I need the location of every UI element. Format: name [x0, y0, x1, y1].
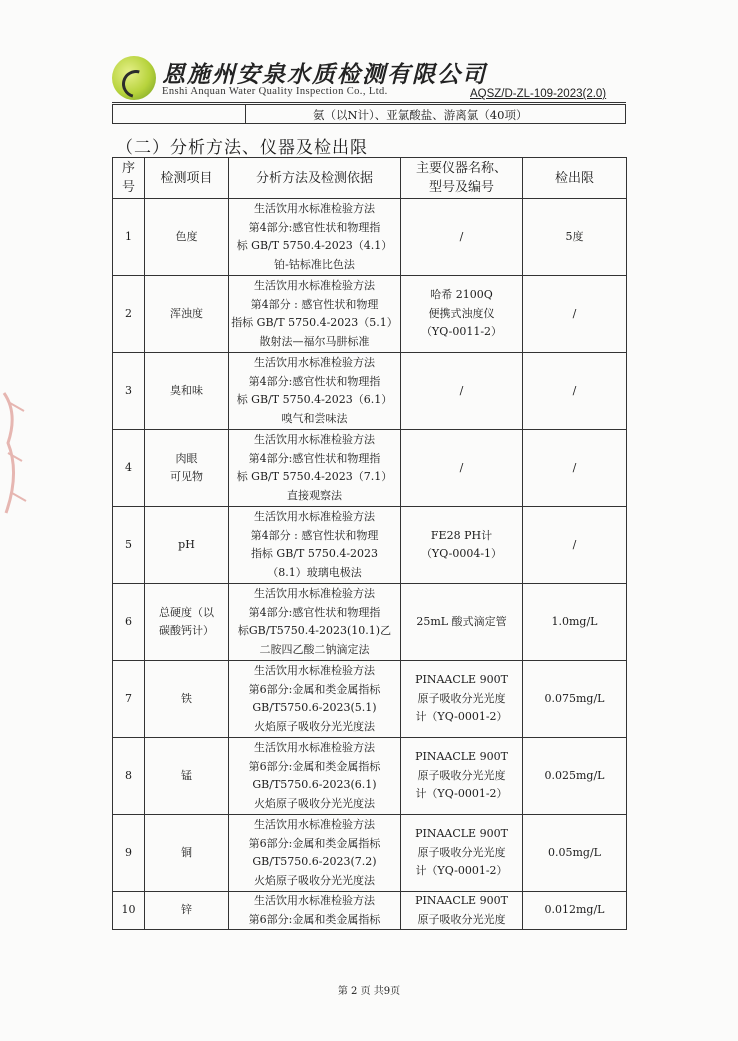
- company-name-cn: 恩施州安泉水质检测有限公司: [162, 61, 487, 88]
- row-limit: 5度: [523, 199, 627, 276]
- row-instrument: 哈希 2100Q 便携式浊度仪 （YQ-0011-2）: [401, 276, 523, 353]
- table-row: [113, 199, 627, 276]
- header-item: 检测项目: [145, 158, 229, 199]
- row-number: 3: [113, 353, 145, 430]
- table-row: [113, 584, 627, 661]
- row-method: 生活饮用水标准检验方法 第6部分:金属和类金属指标: [229, 892, 401, 930]
- row-method: 生活饮用水标准检验方法 第4部分:感官性状和物理指 标GB/T5750.4-2023(10.1)乙 二胺四乙酸二钠滴定法: [229, 584, 401, 661]
- row-instrument: PINAACLE 900T 原子吸收分光光度 计（YQ-0001-2）: [401, 815, 523, 892]
- continued-table-row: [112, 104, 626, 124]
- table-row: [113, 276, 627, 353]
- page-footer: 第 2 页 共9页: [337, 986, 401, 997]
- table-row: [113, 353, 627, 430]
- row-limit: 0.025mg/L: [523, 738, 627, 815]
- table-row: [113, 430, 627, 507]
- row-limit: 0.05mg/L: [523, 815, 627, 892]
- company-name-en: Enshi Anquan Water Quality Inspection Co., Ltd.: [162, 86, 388, 97]
- row-number: 1: [113, 199, 145, 276]
- table-row: [113, 815, 627, 892]
- header-method: 分析方法及检测依据: [229, 158, 401, 199]
- row-item: 浑浊度: [145, 276, 229, 353]
- row-item: 锌: [145, 892, 229, 930]
- row-item: 总硬度（以 碳酸钙计）: [145, 584, 229, 661]
- row-item: 肉眼 可见物: [145, 430, 229, 507]
- table-row: [113, 738, 627, 815]
- row-method: 生活饮用水标准检验方法 第4部分 : 感官性状和物理 指标 GB/T 5750.4-2023（5.1） 散射法—福尔马肼标准: [229, 276, 401, 353]
- row-number: 10: [113, 892, 145, 930]
- row-limit: 0.075mg/L: [523, 661, 627, 738]
- continued-row-empty-cell: [113, 105, 246, 123]
- row-instrument: /: [401, 353, 523, 430]
- row-method: 生活饮用水标准检验方法 第6部分:金属和类金属指标 GB/T5750.6-2023(7.2) 火焰原子吸收分光光度法: [229, 815, 401, 892]
- row-item: 锰: [145, 738, 229, 815]
- row-number: 7: [113, 661, 145, 738]
- row-number: 4: [113, 430, 145, 507]
- header-instrument: 主要仪器名称、 型号及编号: [401, 158, 523, 199]
- row-item: 铁: [145, 661, 229, 738]
- row-method: 生活饮用水标准检验方法 第4部分:感官性状和物理指 标 GB/T 5750.4-2023（6.1） 嗅气和尝味法: [229, 353, 401, 430]
- row-limit: /: [523, 507, 627, 584]
- header-divider: [112, 102, 626, 103]
- row-limit: 0.012mg/L: [523, 892, 627, 930]
- row-instrument: 25mL 酸式滴定管: [401, 584, 523, 661]
- row-item: pH: [145, 507, 229, 584]
- row-instrument: PINAACLE 900T 原子吸收分光光度: [401, 892, 523, 930]
- row-number: 8: [113, 738, 145, 815]
- header-no: 序 号: [113, 158, 145, 199]
- row-item: 铜: [145, 815, 229, 892]
- document-code: AQSZ/D-ZL-109-2023(2.0): [470, 88, 607, 100]
- row-method: 生活饮用水标准检验方法 第4部分:感官性状和物理指 标 GB/T 5750.4-2023（7.1） 直接观察法: [229, 430, 401, 507]
- row-limit: 1.0mg/L: [523, 584, 627, 661]
- company-logo: [112, 56, 156, 100]
- row-number: 9: [113, 815, 145, 892]
- row-number: 6: [113, 584, 145, 661]
- row-limit: /: [523, 276, 627, 353]
- row-item: 色度: [145, 199, 229, 276]
- header-limit: 检出限: [523, 158, 627, 199]
- table-row: [113, 661, 627, 738]
- row-item: 臭和味: [145, 353, 229, 430]
- row-instrument: PINAACLE 900T 原子吸收分光光度 计（YQ-0001-2）: [401, 661, 523, 738]
- row-method: 生活饮用水标准检验方法 第4部分:感官性状和物理指 标 GB/T 5750.4-2023（4.1） 铂-钴标准比色法: [229, 199, 401, 276]
- row-limit: /: [523, 430, 627, 507]
- row-method: 生活饮用水标准检验方法 第6部分:金属和类金属指标 GB/T5750.6-2023(5.1) 火焰原子吸收分光光度法: [229, 661, 401, 738]
- row-instrument: /: [401, 199, 523, 276]
- row-method: 生活饮用水标准检验方法 第6部分:金属和类金属指标 GB/T5750.6-2023(6.1) 火焰原子吸收分光光度法: [229, 738, 401, 815]
- row-limit: /: [523, 353, 627, 430]
- row-number: 5: [113, 507, 145, 584]
- seal-stamp-fragment: [0, 383, 30, 533]
- row-instrument: /: [401, 430, 523, 507]
- table-row: [113, 892, 627, 930]
- methods-table: [112, 157, 627, 930]
- row-instrument: PINAACLE 900T 原子吸收分光光度 计（YQ-0001-2）: [401, 738, 523, 815]
- row-instrument: FE28 PH计 （YQ-0004-1）: [401, 507, 523, 584]
- table-row: [113, 507, 627, 584]
- row-number: 2: [113, 276, 145, 353]
- table-header-row: [113, 158, 627, 199]
- row-method: 生活饮用水标准检验方法 第4部分 : 感官性状和物理 指标 GB/T 5750.4-2023 （8.1）玻璃电极法: [229, 507, 401, 584]
- continued-row-text: 氨（以N计）、亚氯酸盐、游离氯（40项）: [313, 108, 528, 122]
- section-title: （二）分析方法、仪器及检出限: [116, 138, 368, 158]
